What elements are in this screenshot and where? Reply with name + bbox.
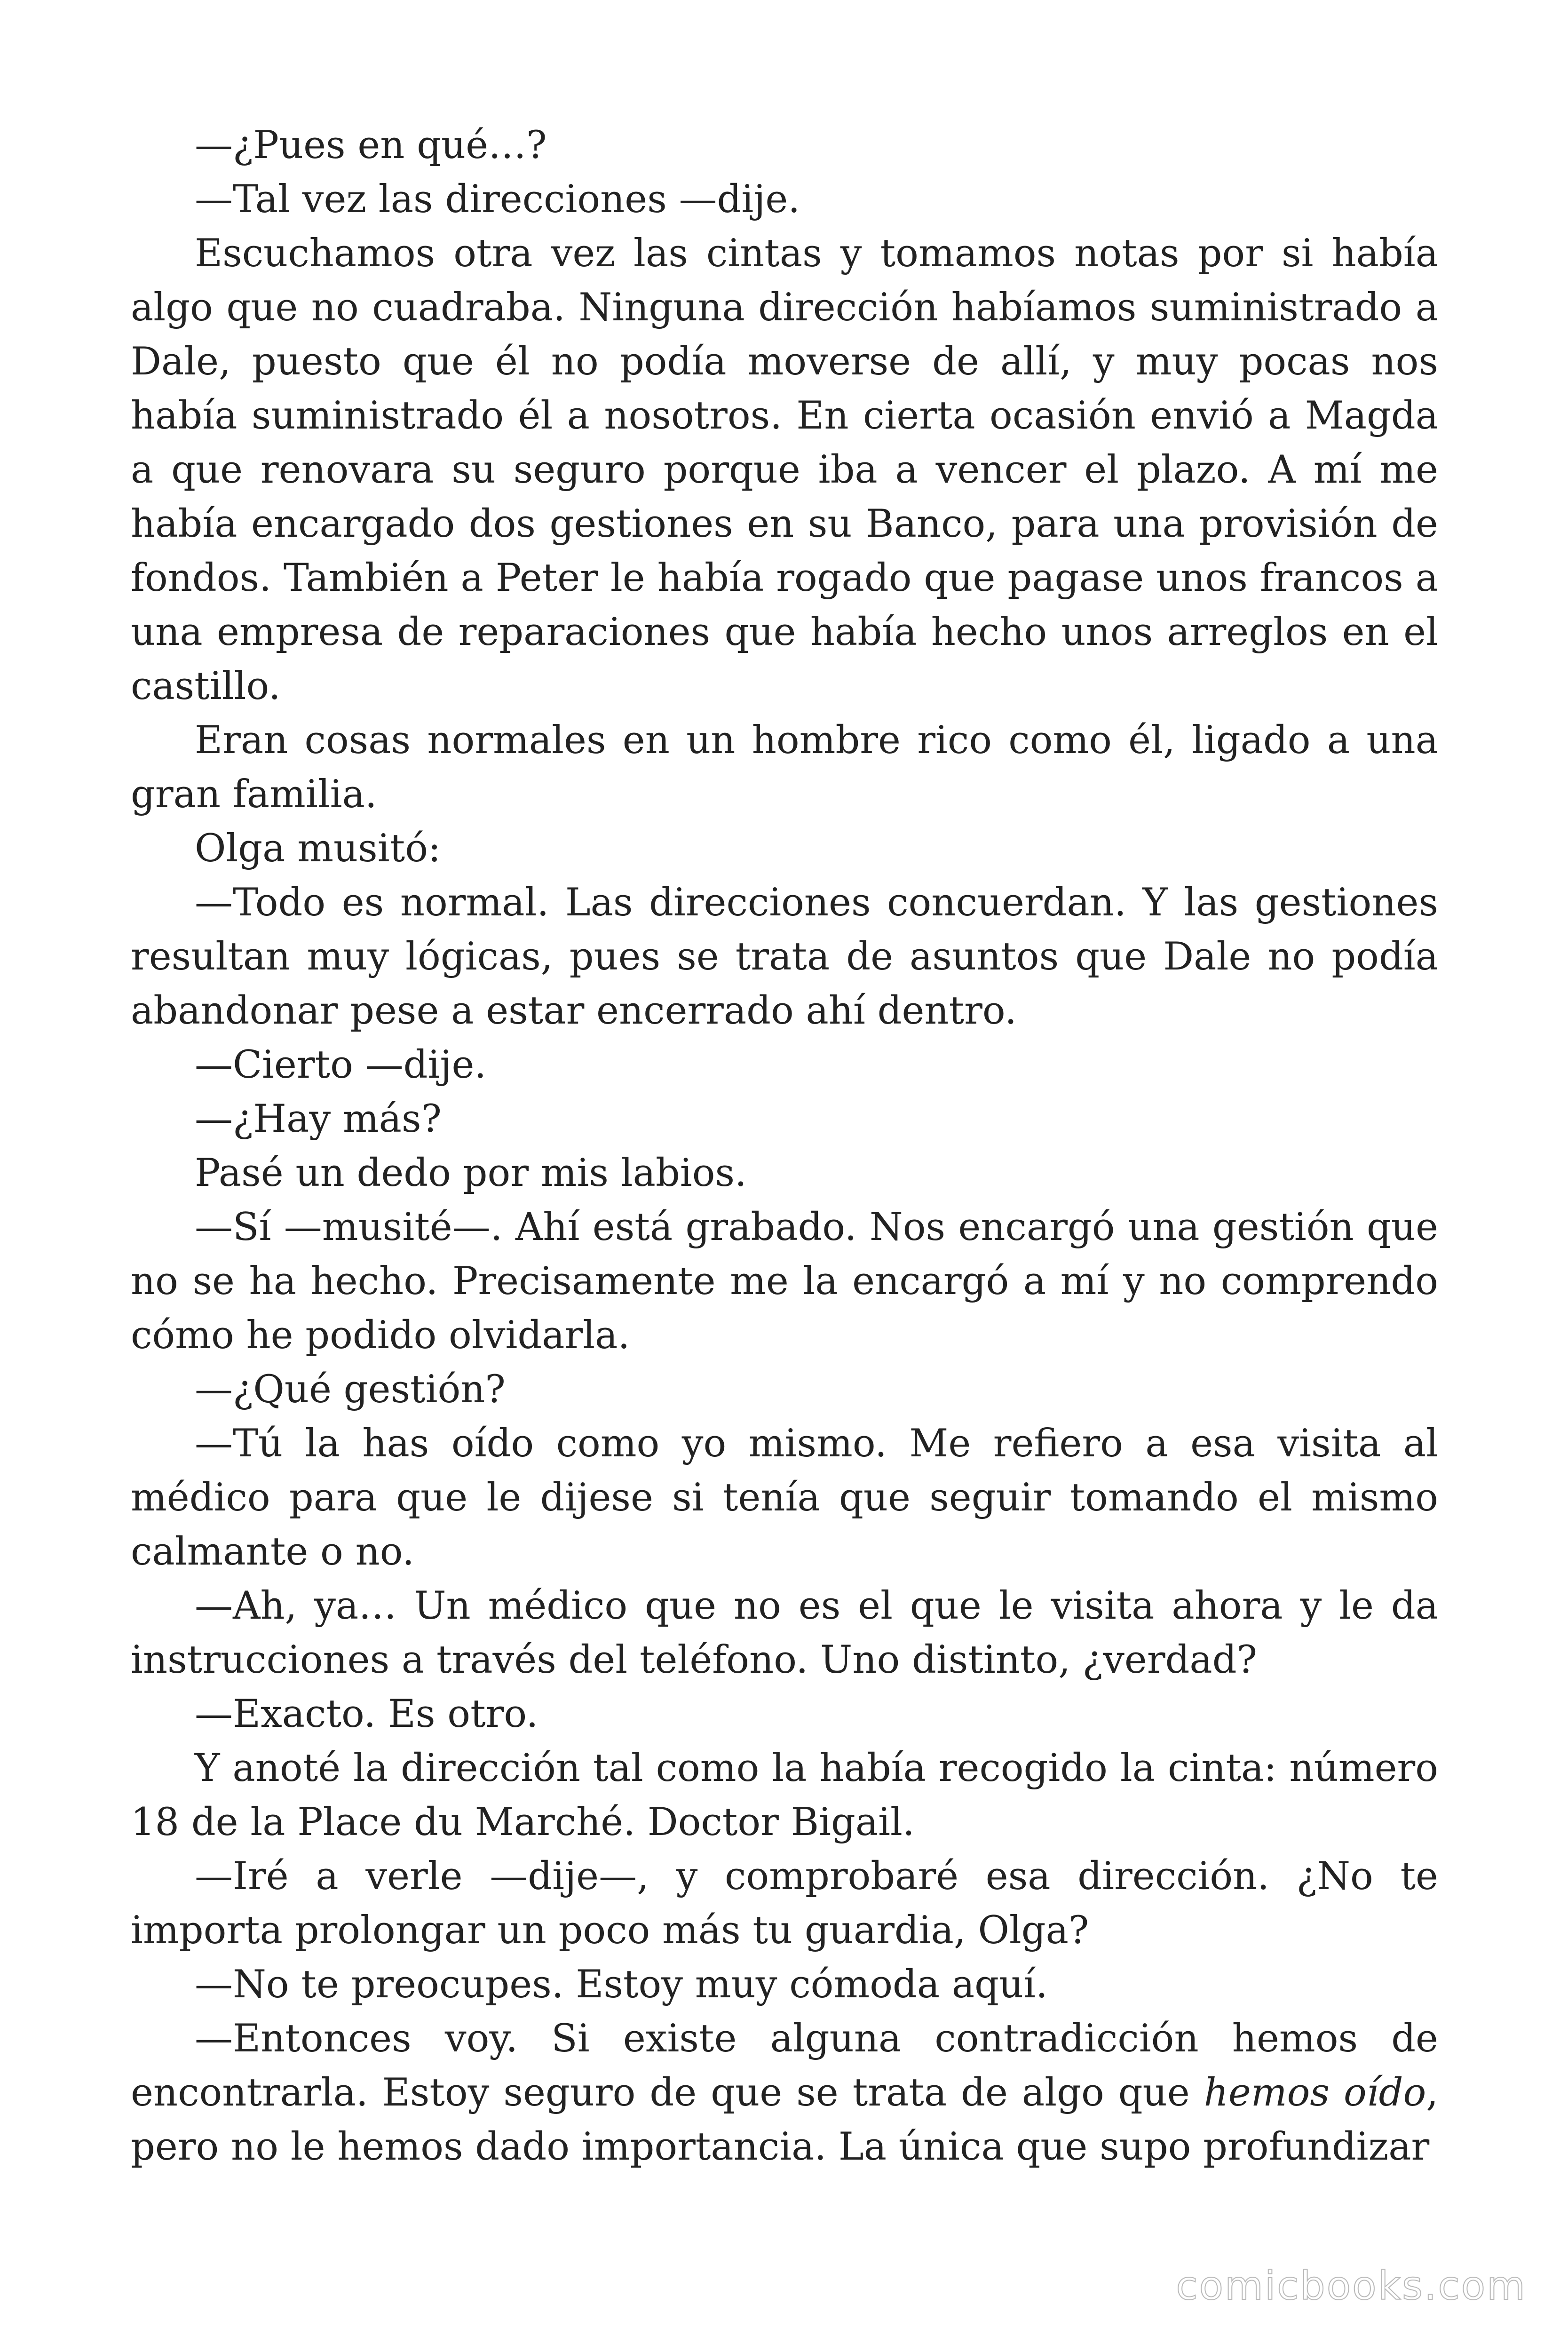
paragraph: —Exacto. Es otro.: [195, 1692, 539, 1736]
watermark: comicbooks.com: [1176, 2263, 1527, 2309]
paragraph: Pasé un dedo por mis labios.: [195, 1151, 747, 1195]
paragraph: Y anoté la dirección tal como la había recogido la cinta: número 18 de la Place du Marché. Doctor Bigail.: [131, 1746, 1438, 1844]
paragraph-text: , pero no le hemos dado importancia. La única que supo profundizar: [131, 2071, 1438, 2169]
paragraph: —Tú la has oído como yo mismo. Me refiero a esa visita al médico para que le dijese si tenía que seguir tomando el mismo calmante o no.: [131, 1422, 1438, 1574]
italic-emphasis: hemos oído: [1204, 2071, 1426, 2115]
paragraph: —Tal vez las direcciones —dije.: [195, 177, 800, 222]
paragraph: —Todo es normal. Las direcciones concuerdan. Y las gestiones resultan muy lógicas, pues se trata de asuntos que Dale no podía abandonar pese a estar encerrado ahí dentro.: [131, 881, 1438, 1033]
paragraph: —¿Hay más?: [195, 1097, 442, 1141]
paragraph: Escuchamos otra vez las cintas y tomamos notas por si había algo que no cuadraba. Ninguna dirección habíamos suministrado a Dale, puesto que él no podía moverse de allí, y muy pocas nos había suministrado él a nosotros. En cierta ocasión envió a Magda a que renovara su seguro porque iba a vencer el plazo. A mí me había encargado dos gestiones en su Banco, para una provisión de fondos. También a Peter le había rogado que pagase unos francos a una empresa de reparaciones que había hecho unos arreglos en el castillo.: [131, 231, 1438, 708]
paragraph-text: —Entonces voy. Si existe alguna contradicción hemos de encontrarla. Estoy seguro de que se trata de algo que: [131, 2017, 1438, 2115]
paragraph: —¿Qué gestión?: [195, 1367, 506, 1412]
paragraph: —No te preocupes. Estoy muy cómoda aquí.: [195, 1963, 1048, 2007]
paragraph: —¿Pues en qué…?: [195, 123, 547, 167]
paragraph-last: [131, 2012, 1438, 2174]
book-page-body: [131, 119, 1438, 2174]
paragraph: —Sí —musité—. Ahí está grabado. Nos encargó una gestión que no se ha hecho. Precisamente me la encargó a mí y no comprendo cómo he podido olvidarla.: [131, 1205, 1438, 1358]
paragraph: —Iré a verle —dije—, y comprobaré esa dirección. ¿No te importa prolongar un poco más tu guardia, Olga?: [131, 1854, 1438, 1953]
paragraph: —Ah, ya… Un médico que no es el que le visita ahora y le da instrucciones a través del teléfono. Uno distinto, ¿verdad?: [131, 1584, 1438, 1682]
paragraph: —Cierto —dije.: [195, 1043, 487, 1087]
paragraph: Olga musitó:: [195, 826, 441, 871]
paragraph: Eran cosas normales en un hombre rico como él, ligado a una gran familia.: [131, 718, 1438, 817]
